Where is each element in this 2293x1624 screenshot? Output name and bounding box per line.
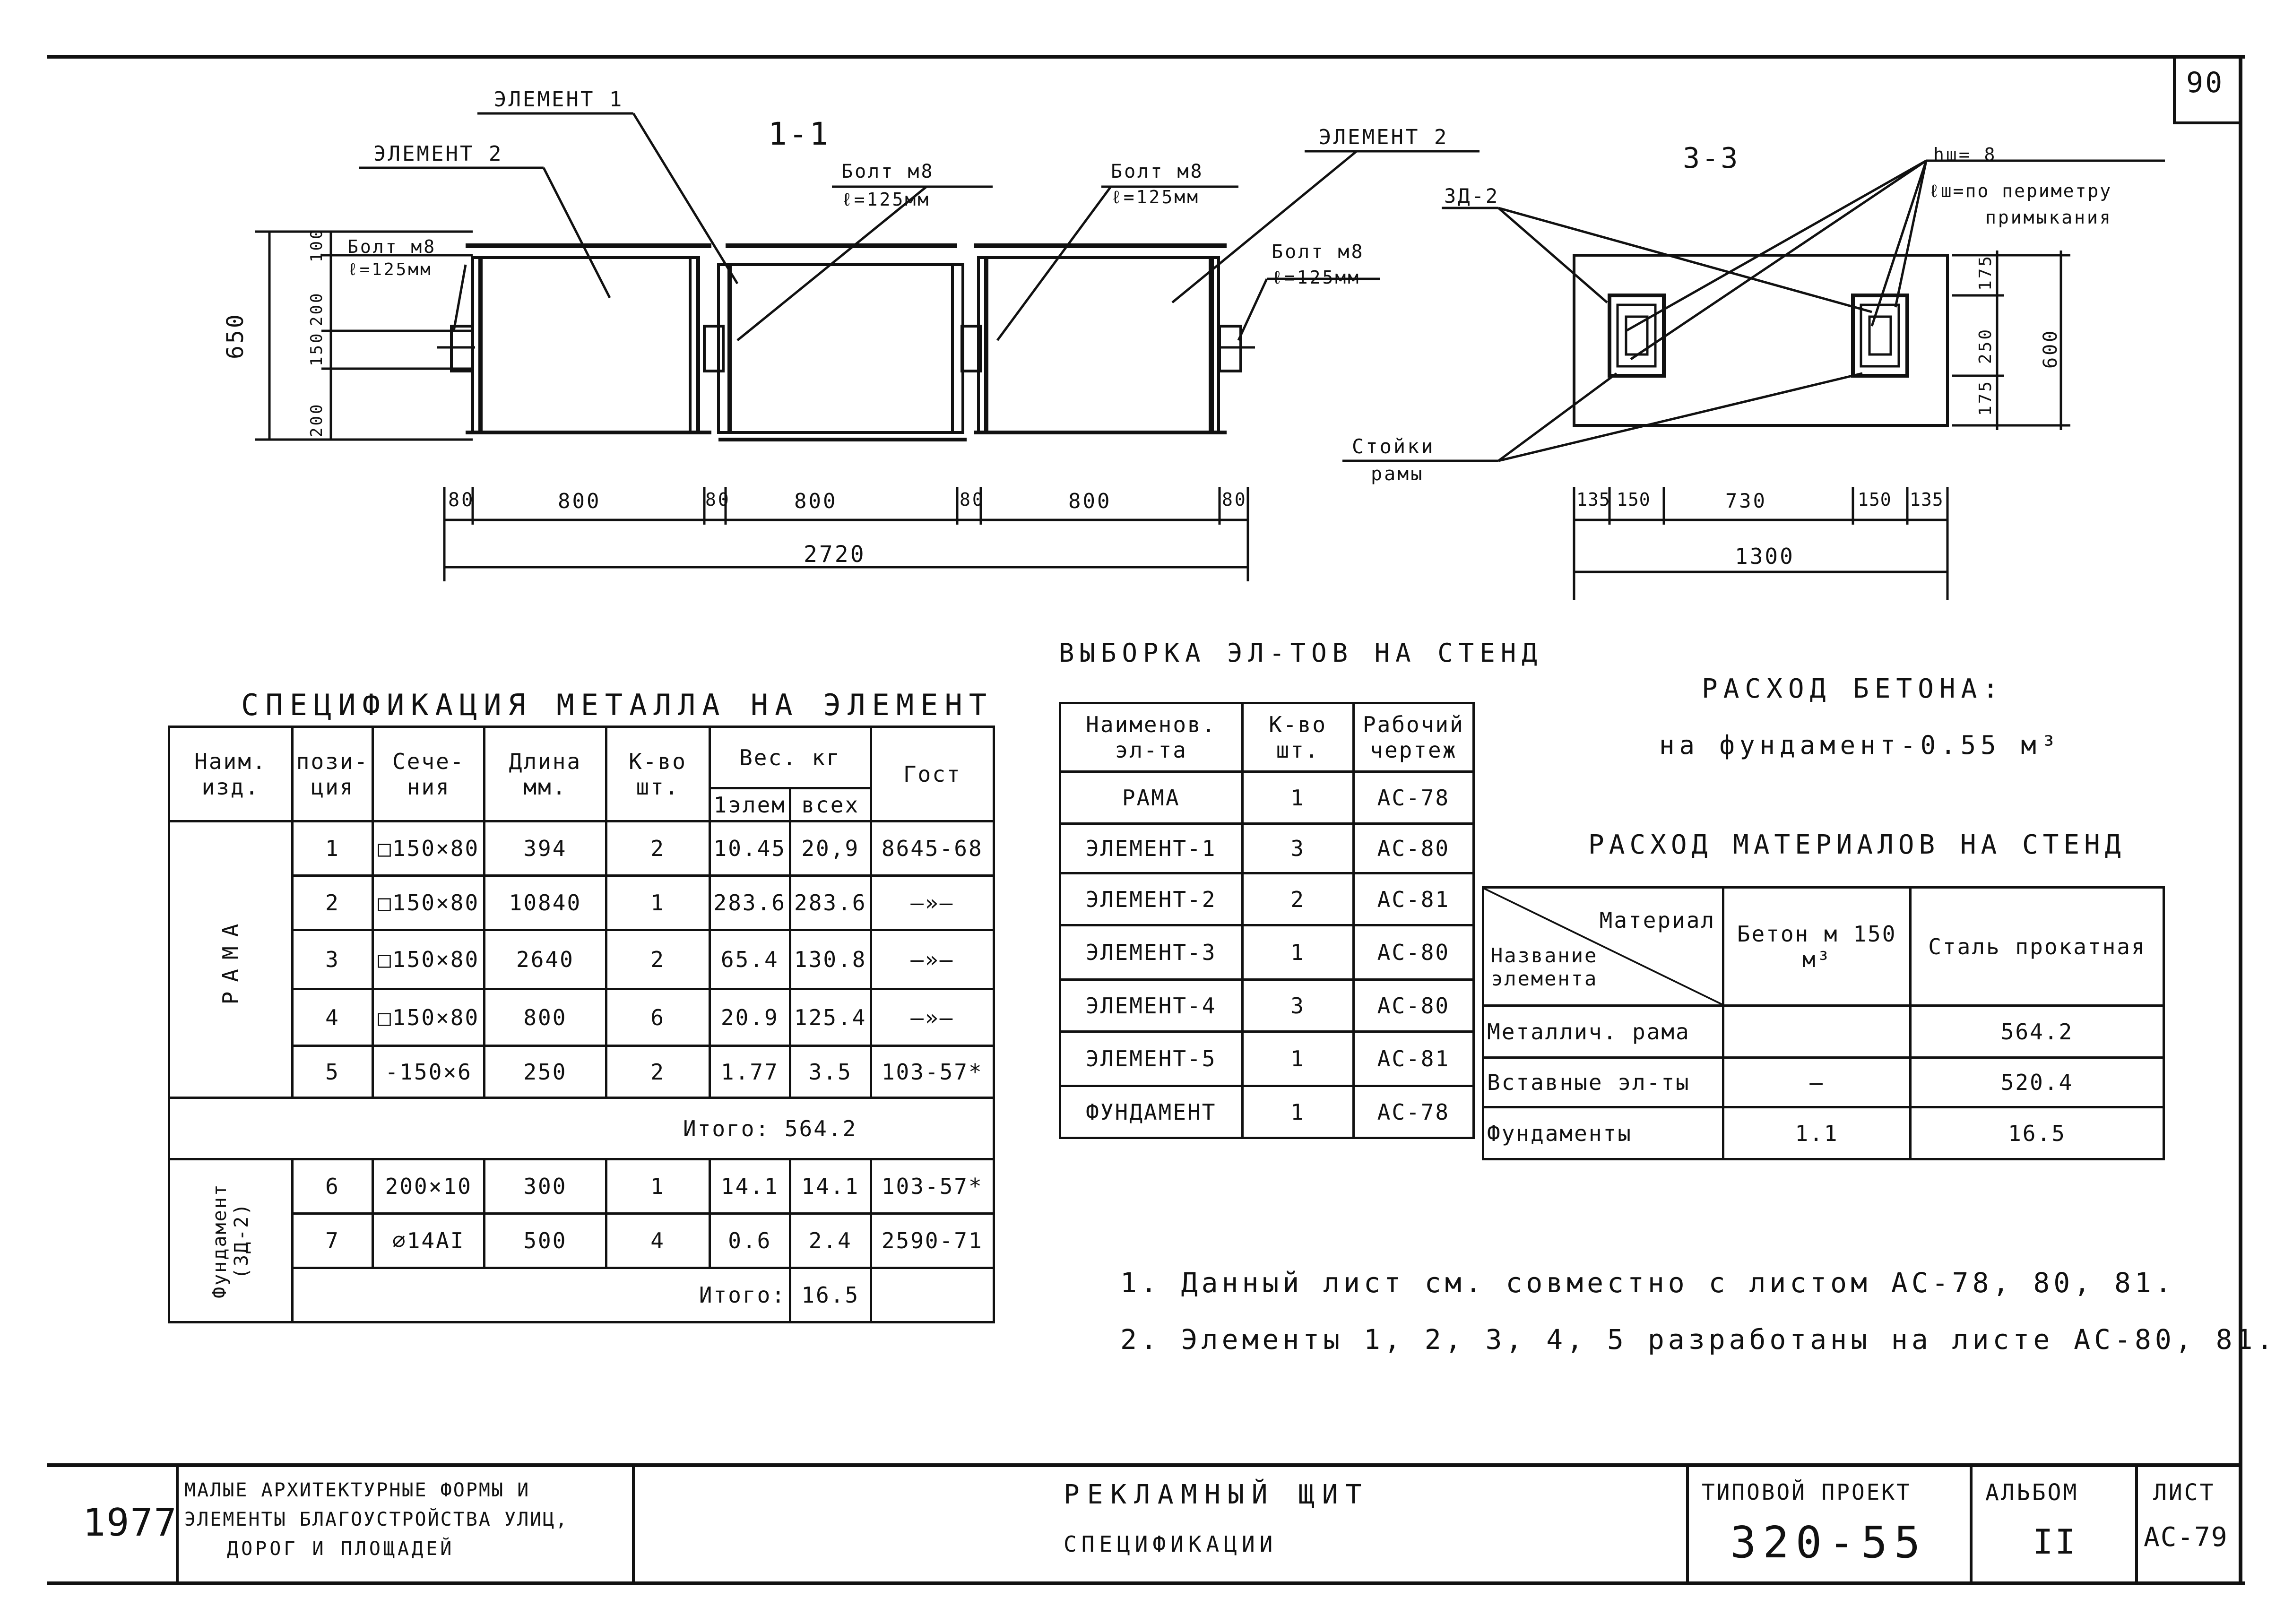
spec-cell: 2640: [485, 930, 606, 989]
table-row: Металлич. рама 564.2: [1483, 1006, 2164, 1058]
sel-h-name: Наименов. эл-та: [1060, 703, 1243, 772]
bolt-center-right-line2: ℓ=125мм: [1111, 187, 1200, 207]
table-row: Вставные эл-ты — 520.4: [1483, 1058, 2164, 1107]
bolt-left-line1: Болт м8: [347, 236, 437, 257]
spec-cell: 1: [606, 1159, 710, 1214]
spec-cell: 6: [606, 989, 710, 1046]
spec-cell: 65.4: [710, 930, 790, 989]
lw-label-line1: ℓш=по периметру: [1929, 181, 2112, 201]
dim-3-right-1: 175: [1976, 254, 1995, 291]
spec-group2-total-row: [169, 1268, 994, 1322]
spec-cell: 125.4: [790, 989, 871, 1046]
bolt-left-line2: ℓ=125мм: [347, 260, 433, 279]
table-row: [169, 930, 994, 989]
album-label: АЛЬБОМ: [1985, 1479, 2079, 1506]
dim-bottom-6: 800: [1068, 489, 1112, 513]
table-row: ЭЛЕМЕНТ-3 1 АС-80: [1060, 925, 1474, 980]
spec-cell: —»—: [871, 876, 994, 930]
spec-group2-label: Фундамент (ЗД-2): [169, 1159, 293, 1322]
spec-cell: 2: [606, 1046, 710, 1098]
table-row: [169, 989, 994, 1046]
spec-cell: 8645-68: [871, 821, 994, 876]
bolt-center-left-line1: Болт м8: [841, 161, 935, 182]
stoyki-label-line1: Стойки: [1352, 435, 1435, 458]
title-org-line3: ДОРОГ И ПЛОЩАДЕЙ: [227, 1538, 455, 1560]
dim-3-height-600: 600: [2040, 328, 2061, 369]
drawing-title: РЕКЛАМНЫЙ ЩИТ: [1064, 1479, 1369, 1510]
sheet-value: АС-79: [2144, 1522, 2228, 1553]
spec-cell: 2: [292, 876, 372, 930]
section-1-title: 1-1: [768, 116, 831, 152]
bolt-right-line2: ℓ=125мм: [1272, 267, 1361, 288]
spec-h-weight-one: 1элем: [710, 788, 790, 821]
title-year: 1977: [83, 1501, 178, 1545]
element2-label-right: ЭЛЕМЕНТ 2: [1319, 125, 1449, 149]
bolt-center-right-line1: Болт м8: [1111, 161, 1204, 182]
spec-cell: 1.77: [710, 1046, 790, 1098]
spec-cell: □150×80: [373, 876, 485, 930]
table-row: [169, 1214, 994, 1268]
sheet-number: 90: [2186, 66, 2224, 99]
lw-label-line2: примыкания: [1985, 207, 2112, 228]
dim-bottom-7: 80: [1222, 489, 1247, 510]
sheet-label: ЛИСТ: [2153, 1479, 2215, 1506]
note-1: 1. Данный лист см. совместно с листом АС-78, 80, 81.: [1120, 1267, 2175, 1299]
table-row: ЭЛЕМЕНТ-5 1 АС-81: [1060, 1032, 1474, 1086]
spec-h-name: Наим. изд.: [169, 727, 293, 821]
selection-table-title: ВЫБОРКА ЭЛ-ТОВ НА СТЕНД: [1059, 638, 1543, 668]
dim-3-bottom-1: 135: [1576, 489, 1610, 510]
dim-3-total-1300: 1300: [1735, 544, 1795, 569]
spec-cell: 800: [485, 989, 606, 1046]
spec-cell: 1: [292, 821, 372, 876]
note-2: 2. Элементы 1, 2, 3, 4, 5 разработаны на листе АС-80, 81.: [1120, 1323, 2277, 1356]
spec-cell: 20.9: [710, 989, 790, 1046]
table-row: [169, 821, 994, 876]
spec-cell: □150×80: [373, 989, 485, 1046]
table-row: [169, 1159, 994, 1214]
dim-3-bottom-3: 730: [1725, 489, 1767, 512]
spec-cell: 2: [606, 821, 710, 876]
spec-cell: 1: [606, 876, 710, 930]
dim-3-right-2: 250: [1976, 327, 1995, 364]
dim-v-150: 150: [307, 331, 326, 366]
spec-group1-total: Итого: 564.2: [169, 1098, 994, 1159]
mat-h-corner: Материал Название элемента: [1483, 888, 1723, 1006]
table-row: ЭЛЕМЕНТ-4 3 АС-80: [1060, 980, 1474, 1032]
dim-bottom-5: 80: [960, 489, 985, 510]
spec-cell: 3: [292, 930, 372, 989]
table-row: Фундаменты 1.1 16.5: [1483, 1107, 2164, 1159]
spec-h-position: пози- ция: [292, 727, 372, 821]
spec-cell: 7: [292, 1214, 372, 1268]
dim-v-100: 100: [307, 227, 326, 262]
mat-h-concrete: Бетон м 150 м³: [1723, 888, 1911, 1006]
dim-3-bottom-4: 150: [1858, 489, 1892, 510]
dim-3-bottom-2: 150: [1617, 489, 1651, 510]
spec-cell: 103-57*: [871, 1046, 994, 1098]
spec-cell: 283.6: [710, 876, 790, 930]
table-row: РАМА 1 АС-78: [1060, 772, 1474, 824]
dim-bottom-1: 80: [448, 489, 475, 511]
spec-table: [168, 726, 995, 1323]
section-3-title: 3-3: [1683, 142, 1740, 175]
table-row: ЭЛЕМЕНТ-2 2 АС-81: [1060, 873, 1474, 925]
drawing-subtitle: СПЕЦИФИКАЦИИ: [1064, 1531, 1278, 1557]
element2-label-left: ЭЛЕМЕНТ 2: [373, 142, 503, 166]
spec-cell: —»—: [871, 989, 994, 1046]
spec-group1-label: РАМА: [169, 821, 293, 1098]
element1-label: ЭЛЕМЕНТ 1: [494, 87, 624, 112]
spec-group1-total-row: [169, 1098, 994, 1159]
spec-cell: —»—: [871, 930, 994, 989]
dim-3-bottom-5: 135: [1910, 489, 1944, 510]
dim-total-2720: 2720: [804, 541, 866, 568]
zd-label: ЗД-2: [1444, 184, 1500, 207]
dim-height-650: 650: [222, 312, 249, 359]
spec-cell: 20,9: [790, 821, 871, 876]
bolt-right-line1: Болт м8: [1272, 241, 1365, 263]
mat-h-steel: Сталь прокатная: [1910, 888, 2163, 1006]
spec-cell: 200×10: [373, 1159, 485, 1214]
table-row: [169, 1046, 994, 1098]
spec-h-qty: К-во шт.: [606, 727, 710, 821]
dim-3-right-3: 175: [1976, 379, 1995, 416]
spec-cell: □150×80: [373, 821, 485, 876]
spec-h-section: Сече- ния: [373, 727, 485, 821]
spec-cell: 14.1: [790, 1159, 871, 1214]
dim-bottom-4: 800: [794, 489, 838, 513]
spec-cell: 10.45: [710, 821, 790, 876]
sel-h-drawing: Рабочий чертеж: [1353, 703, 1473, 772]
spec-h-weight-all: всех: [790, 788, 871, 821]
concrete-line: на фундамент-0.55 м³: [1659, 730, 2061, 760]
selection-table: [1059, 702, 1475, 1139]
spec-cell: ∅14AI: [373, 1214, 485, 1268]
spec-cell: □150×80: [373, 930, 485, 989]
spec-cell: 0.6: [710, 1214, 790, 1268]
album-value: II: [2033, 1522, 2077, 1562]
table-row: ЭЛЕМЕНТ-1 3 АС-80: [1060, 824, 1474, 873]
dim-v-200-bottom: 200: [307, 402, 326, 437]
spec-group2-total-value: 16.5: [790, 1268, 871, 1322]
spec-cell: 103-57*: [871, 1159, 994, 1214]
spec-cell: 4: [292, 989, 372, 1046]
spec-h-weight: Вес. кг: [710, 727, 871, 788]
spec-cell: 394: [485, 821, 606, 876]
spec-cell: -150×6: [373, 1046, 485, 1098]
spec-cell: 4: [606, 1214, 710, 1268]
bolt-center-left-line2: ℓ=125мм: [841, 189, 931, 210]
spec-cell: 2590-71: [871, 1214, 994, 1268]
materials-table-title: РАСХОД МАТЕРИАЛОВ НА СТЕНД: [1588, 829, 2126, 860]
spec-cell: 6: [292, 1159, 372, 1214]
spec-cell: 283.6: [790, 876, 871, 930]
title-org-line2: ЭЛЕМЕНТЫ БЛАГОУСТРОЙСТВА УЛИЦ,: [184, 1509, 569, 1530]
stoyki-label-line2: рамы: [1371, 463, 1424, 485]
spec-cell: 250: [485, 1046, 606, 1098]
spec-cell: 5: [292, 1046, 372, 1098]
hw-label: hш= 8: [1933, 144, 1997, 165]
spec-cell: 14.1: [710, 1159, 790, 1214]
table-row: [169, 876, 994, 930]
dim-bottom-2: 800: [558, 489, 601, 513]
materials-table: [1482, 886, 2165, 1160]
project-label: ТИПОВОЙ ПРОЕКТ: [1702, 1479, 1912, 1505]
spec-h-length: Длина мм.: [485, 727, 606, 821]
spec-cell: 3.5: [790, 1046, 871, 1098]
dim-v-200-top: 200: [307, 291, 326, 326]
sel-h-qty: К-во шт.: [1242, 703, 1353, 772]
spec-group2-total-label: Итого:: [292, 1268, 790, 1322]
spec-cell: 500: [485, 1214, 606, 1268]
title-org-line1: МАЛЫЕ АРХИТЕКТУРНЫЕ ФОРМЫ И: [184, 1479, 530, 1501]
spec-cell: 2.4: [790, 1214, 871, 1268]
spec-cell: 2: [606, 930, 710, 989]
spec-cell: 300: [485, 1159, 606, 1214]
spec-cell: 130.8: [790, 930, 871, 989]
concrete-title: РАСХОД БЕТОНА:: [1702, 674, 2005, 704]
spec-h-gost: Гост: [871, 727, 994, 821]
project-value: 320-55: [1730, 1517, 1927, 1568]
spec-cell: 10840: [485, 876, 606, 930]
table-row: ФУНДАМЕНТ 1 АС-78: [1060, 1086, 1474, 1138]
spec-table-title: СПЕЦИФИКАЦИЯ МЕТАЛЛА НА ЭЛЕМЕНТ: [241, 688, 994, 722]
dim-bottom-3: 80: [705, 489, 731, 510]
spec-cell-empty: [871, 1268, 994, 1322]
